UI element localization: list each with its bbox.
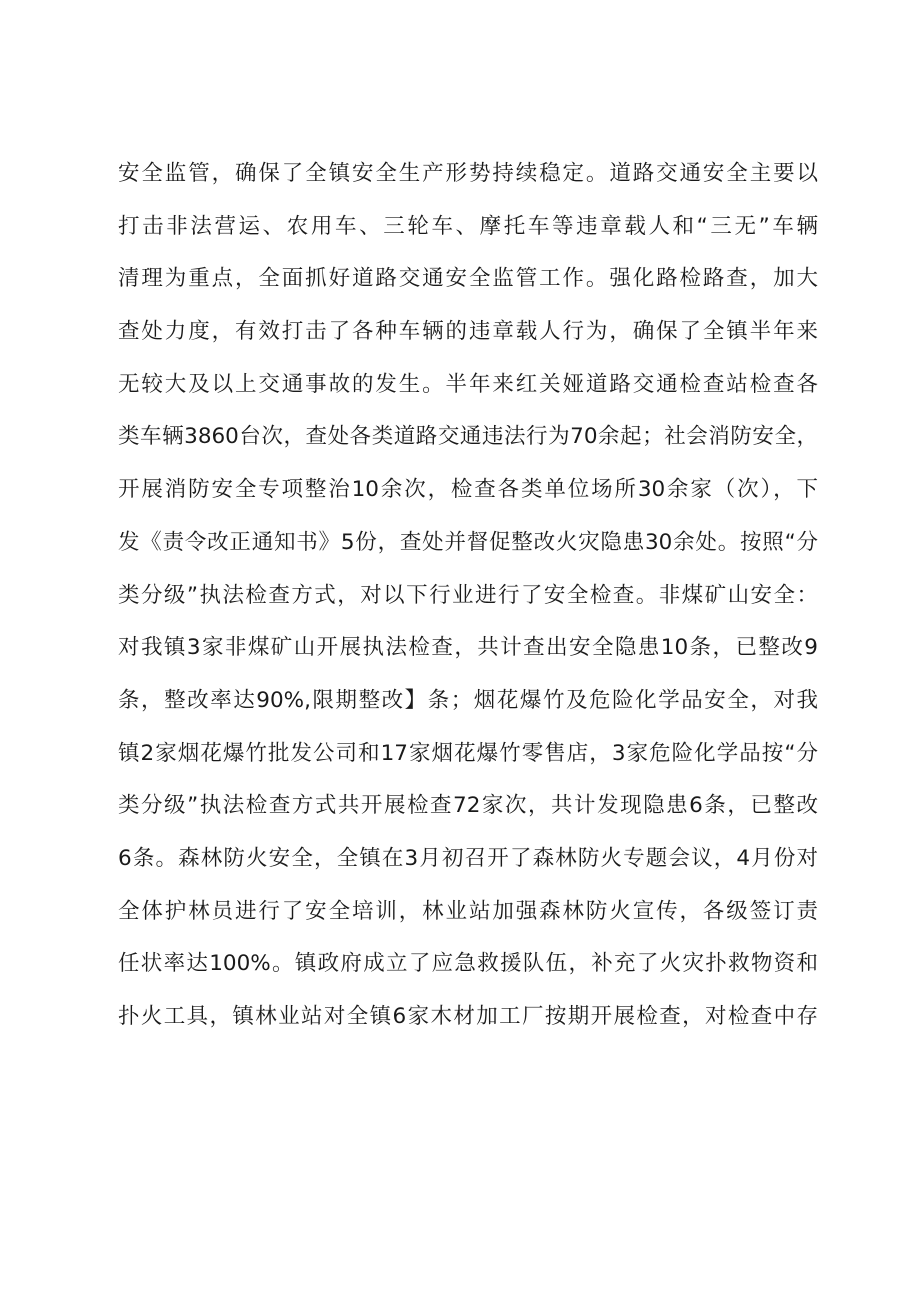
text-line-8: 发《责令改正通知书》5份，查处并督促整改火灾隐患30余处。按照“分 [118,529,818,555]
text-line-11: 条，整改率达90%,限期整改】条；烟花爆竹及危险化学品安全，对我 [118,687,818,713]
text-line-5: 无较大及以上交通事故的发生。半年来红关娅道路交通检查站检查各 [118,371,818,397]
text-line-9: 类分级”执法检查方式，对以下行业进行了安全检查。非煤矿山安全： [118,582,818,608]
text-line-17: 扑火工具，镇林业站对全镇6家木材加工厂按期开展检查，对检查中存 [118,1004,818,1029]
text-line-1: 安全监管，确保了全镇安全生产形势持续稳定。道路交通安全主要以 [118,161,818,186]
text-line-6: 类车辆3860台次，查处各类道路交通违法行为70余起；社会消防安全， [118,424,818,450]
text-line-2: 打击非法营运、农用车、三轮车、摩托车等违章载人和“三无”车辆 [118,213,818,239]
text-line-16: 任状率达100%。镇政府成立了应急救援队伍，补充了火灾扑救物资和 [118,951,818,977]
text-line-10: 对我镇3家非煤矿山开展执法检查，共计查出安全隐患10条，已整改9 [118,635,818,661]
text-line-4: 查处力度，有效打击了各种车辆的违章载人行为，确保了全镇半年来 [118,319,818,345]
text-line-14: 6条。森林防火安全，全镇在3月初召开了森林防火专题会议，4月份对 [118,845,818,871]
text-line-12: 镇2家烟花爆竹批发公司和17家烟花爆竹零售店，3家危险化学品按“分 [118,740,818,766]
text-line-13: 类分级”执法检查方式共开展检查72家次，共计发现隐患6条，已整改 [118,793,818,819]
text-line-7: 开展消防安全专项整治10余次，检查各类单位场所30余家（次），下 [118,477,818,503]
text-line-15: 全体护林员进行了安全培训，林业站加强森林防火宣传，各级签订责 [118,898,818,924]
body-paragraph [118,148,818,1044]
text-line-3: 清理为重点，全面抓好道路交通安全监管工作。强化路检路查，加大 [118,266,818,292]
